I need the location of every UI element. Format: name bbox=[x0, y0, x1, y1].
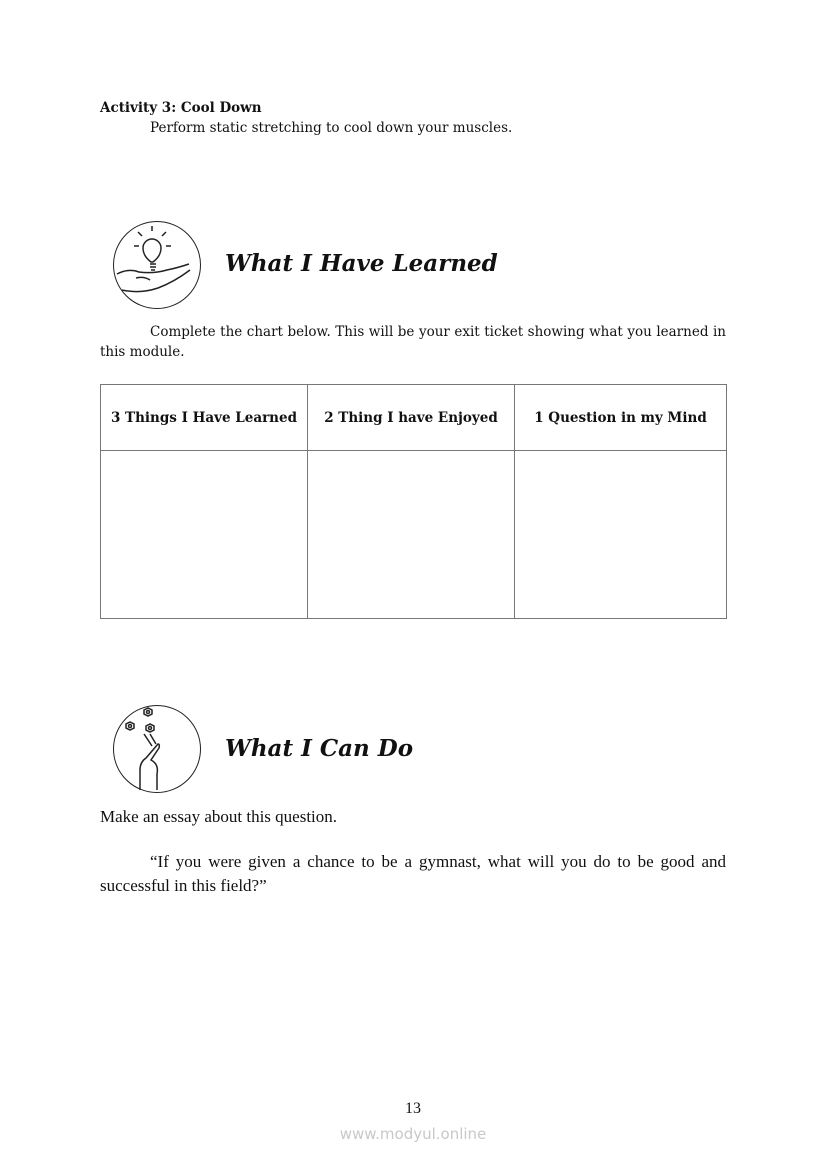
lightbulb-hand-icon bbox=[113, 221, 201, 309]
watermark: www.modyul.online bbox=[339, 1125, 487, 1143]
activity-text: Perform static stretching to cool down your muscles. bbox=[150, 120, 513, 136]
page-number: 13 bbox=[405, 1100, 421, 1117]
table-header: 2 Thing I have Enjoyed bbox=[308, 385, 515, 451]
wrench-nuts-hand-icon bbox=[113, 705, 201, 793]
essay-prompt: Make an essay about this question. bbox=[100, 807, 338, 826]
table-header: 1 Question in my Mind bbox=[515, 385, 727, 451]
section-title-learned: What I Have Learned bbox=[225, 250, 498, 277]
essay-question: “If you were given a chance to be a gymnast, what will you do to be good and successful in this field?” bbox=[100, 852, 726, 895]
table-header: 3 Things I Have Learned bbox=[101, 385, 308, 451]
exit-ticket-table bbox=[100, 384, 727, 619]
table-cell[interactable] bbox=[101, 451, 308, 619]
activity-heading: Activity 3: Cool Down bbox=[100, 100, 262, 116]
table-cell[interactable] bbox=[308, 451, 515, 619]
table-cell[interactable] bbox=[515, 451, 727, 619]
learned-instructions: Complete the chart below. This will be your exit ticket showing what you learned in this module. bbox=[100, 324, 726, 360]
section-title-can-do: What I Can Do bbox=[225, 735, 414, 762]
